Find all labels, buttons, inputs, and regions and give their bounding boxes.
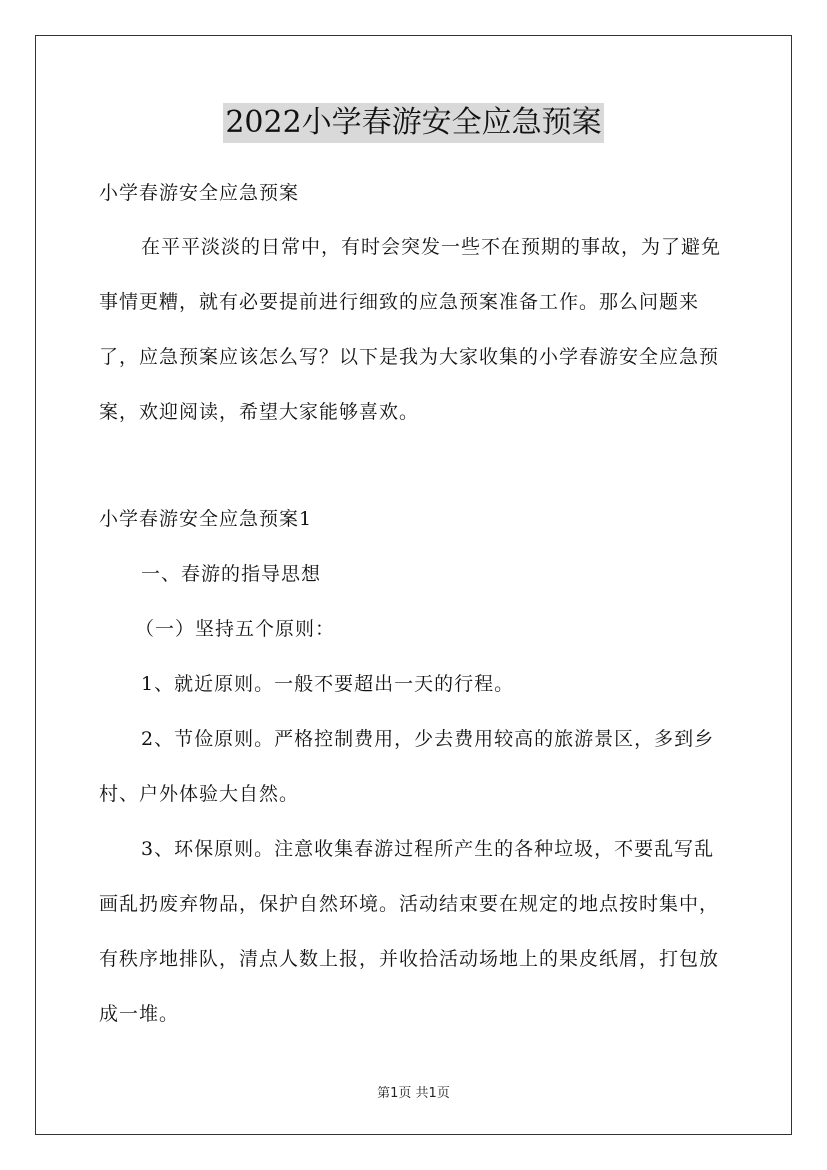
document-title-text: 2022小学春游安全应急预案 bbox=[223, 103, 603, 143]
page-footer bbox=[0, 1082, 827, 1101]
section-1-title: 一、春游的指导思想 bbox=[141, 563, 322, 585]
heading-1-block bbox=[99, 166, 731, 221]
list-item-3: 3、环保原则。注意收集春游过程所产生的各种垃圾，不要乱写乱画乱扔废弃物品，保护自然环境。活动结束要在规定的地点按时集中，有秩序地排队，清点人数上报，并收拾活动场地上的果皮纸屑，打包放成一堆。 bbox=[99, 838, 720, 1025]
section-heading-2: 小学春游安全应急预案1 bbox=[99, 508, 313, 530]
intro-block bbox=[99, 220, 731, 440]
intro-paragraph: 在平平淡淡的日常中，有时会突发一些不在预期的事故，为了避免事情更糟，就有必要提前进行细致的应急预案准备工作。那么问题来了，应急预案应该怎么写？以下是我为大家收集的小学春游安全应急预案，欢迎阅读，希望大家能够喜欢。 bbox=[99, 236, 722, 423]
list-item-1: 1、就近原则。一般不要超出一天的行程。 bbox=[141, 673, 515, 695]
document-title bbox=[0, 102, 827, 143]
list-item-2: 2、节俭原则。严格控制费用，少去费用较高的旅游景区，多到乡村、户外体验大自然。 bbox=[99, 728, 715, 805]
page-number: 第1页 共1页 bbox=[377, 1086, 450, 1101]
subsection-1-title: （一）坚持五个原则： bbox=[135, 618, 336, 640]
heading-2-block bbox=[99, 492, 731, 1042]
section-heading: 小学春游安全应急预案 bbox=[99, 182, 300, 204]
